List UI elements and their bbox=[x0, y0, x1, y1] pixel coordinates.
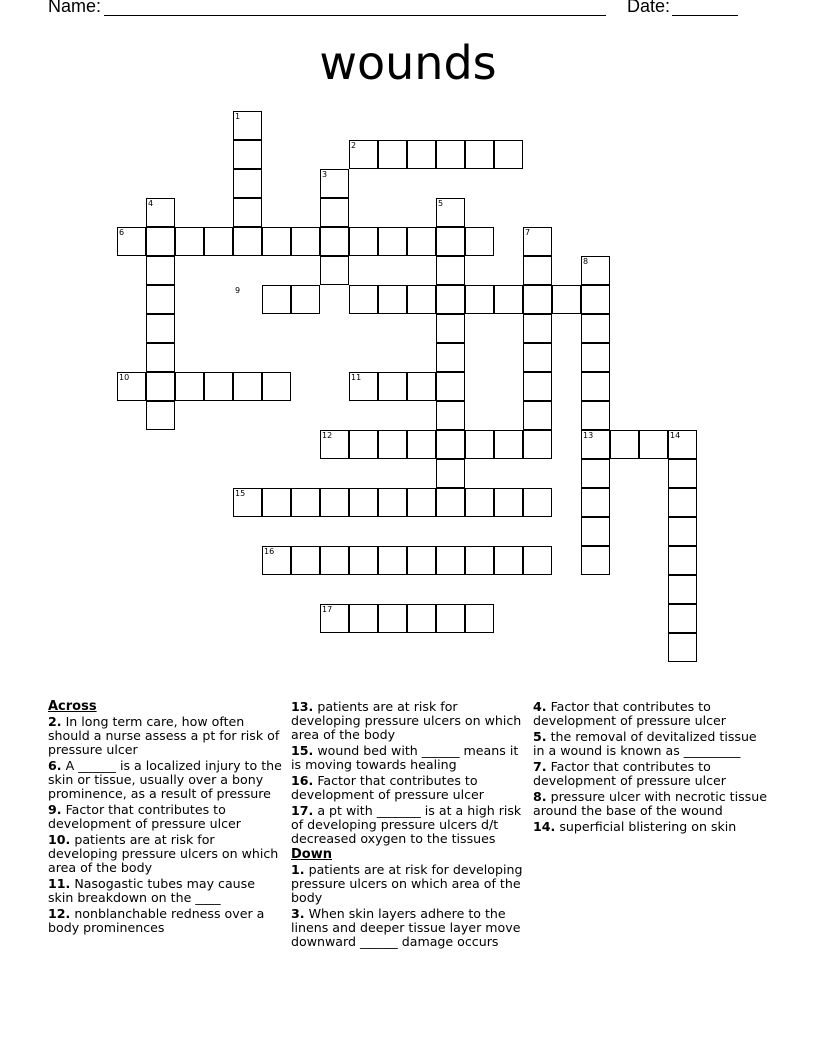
grid-cell[interactable] bbox=[523, 343, 552, 372]
grid-cell[interactable] bbox=[436, 343, 465, 372]
grid-cell[interactable] bbox=[233, 227, 262, 256]
grid-cell[interactable] bbox=[494, 285, 523, 314]
clue-down-8 bbox=[533, 790, 769, 818]
grid-cell[interactable] bbox=[668, 517, 697, 546]
grid-cell[interactable] bbox=[320, 198, 349, 227]
grid-cell[interactable] bbox=[523, 372, 552, 401]
cell-number: 12 bbox=[322, 431, 333, 440]
grid-cell[interactable] bbox=[320, 546, 349, 575]
grid-cell[interactable] bbox=[436, 459, 465, 488]
grid-cell[interactable] bbox=[378, 285, 407, 314]
clue-across-15 bbox=[291, 744, 527, 772]
grid-cell[interactable] bbox=[581, 517, 610, 546]
grid-cell[interactable] bbox=[465, 430, 494, 459]
cell-number: 11 bbox=[351, 373, 362, 382]
grid-cell[interactable] bbox=[668, 459, 697, 488]
grid-cell[interactable] bbox=[146, 372, 175, 401]
cell-number: 7 bbox=[525, 228, 531, 237]
grid-cell[interactable] bbox=[146, 343, 175, 372]
grid-cell[interactable] bbox=[436, 256, 465, 285]
grid-cell[interactable] bbox=[204, 372, 233, 401]
grid-cell[interactable] bbox=[233, 140, 262, 169]
cell-number: 6 bbox=[119, 228, 125, 237]
grid-cell[interactable] bbox=[291, 227, 320, 256]
grid-cell[interactable] bbox=[349, 488, 378, 517]
grid-cell[interactable] bbox=[436, 140, 465, 169]
grid-cell[interactable] bbox=[233, 372, 262, 401]
grid-cell[interactable] bbox=[407, 372, 436, 401]
grid-cell[interactable] bbox=[378, 430, 407, 459]
clue-number: 14. bbox=[533, 819, 556, 834]
grid-cell[interactable] bbox=[436, 314, 465, 343]
clue-number: 4. bbox=[533, 699, 547, 714]
grid-cell[interactable] bbox=[407, 604, 436, 633]
grid-cell[interactable] bbox=[291, 488, 320, 517]
cell-number: 14 bbox=[670, 431, 681, 440]
clue-text: Factor that contributes to development of pressure ulcer bbox=[291, 773, 484, 802]
clue-text: Factor that contributes to development of pressure ulcer bbox=[533, 759, 726, 788]
cell-number: 9 bbox=[235, 286, 241, 295]
grid-cell[interactable] bbox=[552, 285, 581, 314]
cell-number: 5 bbox=[438, 199, 444, 208]
grid-cell[interactable] bbox=[494, 140, 523, 169]
grid-cell[interactable] bbox=[146, 256, 175, 285]
grid-cell[interactable] bbox=[436, 372, 465, 401]
grid-cell[interactable] bbox=[407, 488, 436, 517]
clue-text: superficial blistering on skin bbox=[559, 819, 737, 834]
clue-text: patients are at risk for developing pressure ulcers on which area of the body bbox=[291, 862, 523, 905]
grid-cell[interactable] bbox=[262, 488, 291, 517]
clue-number: 3. bbox=[291, 906, 305, 921]
cell-number: 13 bbox=[583, 431, 594, 440]
grid-cell[interactable] bbox=[146, 285, 175, 314]
grid-cell[interactable] bbox=[349, 430, 378, 459]
grid-cell[interactable] bbox=[581, 459, 610, 488]
clue-number: 10. bbox=[48, 832, 71, 847]
clue-across-17 bbox=[291, 804, 527, 846]
clue-number: 9. bbox=[48, 802, 62, 817]
grid-cell[interactable] bbox=[436, 285, 465, 314]
grid-cell[interactable] bbox=[668, 488, 697, 517]
grid-cell[interactable] bbox=[349, 285, 378, 314]
grid-cell[interactable] bbox=[233, 169, 262, 198]
grid-cell[interactable] bbox=[320, 488, 349, 517]
grid-cell[interactable] bbox=[581, 372, 610, 401]
clue-across-6 bbox=[48, 759, 284, 801]
cell-number: 16 bbox=[264, 547, 275, 556]
grid-cell[interactable] bbox=[407, 285, 436, 314]
clue-number: 5. bbox=[533, 729, 547, 744]
grid-cell[interactable] bbox=[523, 401, 552, 430]
grid-cell[interactable] bbox=[668, 633, 697, 662]
clue-text: wound bed with ______ means it is moving towards healing bbox=[291, 743, 519, 772]
clue-text: When skin layers adhere to the linens and deeper tissue layer move downward ______ damage occurs bbox=[291, 906, 521, 949]
cell-number: 8 bbox=[583, 257, 589, 266]
cell-number: 4 bbox=[148, 199, 154, 208]
clue-text: A ______ is a localized injury to the skin or tissue, usually over a bony prominence, as a result of pressure bbox=[48, 758, 282, 801]
clue-across-2 bbox=[48, 715, 284, 757]
clues-column-3 bbox=[533, 700, 769, 836]
grid-cell[interactable] bbox=[494, 430, 523, 459]
grid-cell[interactable] bbox=[407, 430, 436, 459]
clue-down-14 bbox=[533, 820, 769, 834]
grid-cell[interactable] bbox=[494, 546, 523, 575]
grid-cell[interactable] bbox=[233, 198, 262, 227]
cell-number: 15 bbox=[235, 489, 246, 498]
clue-number: 2. bbox=[48, 714, 62, 729]
grid-cell[interactable] bbox=[668, 575, 697, 604]
cell-number: 10 bbox=[119, 373, 130, 382]
grid-cell[interactable] bbox=[523, 314, 552, 343]
grid-cell[interactable] bbox=[146, 227, 175, 256]
cell-number: 3 bbox=[322, 170, 328, 179]
clue-number: 15. bbox=[291, 743, 314, 758]
name-label: Name: bbox=[48, 0, 102, 16]
grid-cell[interactable] bbox=[523, 256, 552, 285]
grid-cell[interactable] bbox=[291, 285, 320, 314]
clue-across-13 bbox=[291, 700, 527, 742]
grid-cell[interactable] bbox=[349, 546, 378, 575]
grid-cell[interactable] bbox=[523, 488, 552, 517]
clue-text: patients are at risk for developing pressure ulcers on which area of the body bbox=[48, 832, 279, 875]
across-heading: Across bbox=[48, 699, 97, 714]
clue-across-12 bbox=[48, 907, 284, 935]
clue-number: 6. bbox=[48, 758, 62, 773]
clue-across-16 bbox=[291, 774, 527, 802]
grid-cell[interactable] bbox=[465, 285, 494, 314]
grid-cell[interactable] bbox=[610, 430, 639, 459]
clue-number: 13. bbox=[291, 699, 314, 714]
grid-cell[interactable] bbox=[378, 372, 407, 401]
grid-cell[interactable] bbox=[436, 401, 465, 430]
grid-cell[interactable] bbox=[581, 343, 610, 372]
grid-cell[interactable] bbox=[465, 488, 494, 517]
grid-cell[interactable] bbox=[465, 604, 494, 633]
grid-cell[interactable] bbox=[320, 256, 349, 285]
clue-across-11 bbox=[48, 877, 284, 905]
clue-number: 8. bbox=[533, 789, 547, 804]
cell-number: 17 bbox=[322, 605, 333, 614]
grid-cell[interactable] bbox=[581, 401, 610, 430]
clue-text: Factor that contributes to development of pressure ulcer bbox=[533, 699, 726, 728]
clue-down-1 bbox=[291, 863, 527, 905]
grid-cell[interactable] bbox=[581, 546, 610, 575]
grid-cell[interactable] bbox=[320, 227, 349, 256]
clue-number: 12. bbox=[48, 906, 71, 921]
clue-number: 7. bbox=[533, 759, 547, 774]
grid-cell[interactable] bbox=[378, 604, 407, 633]
grid-cell[interactable] bbox=[262, 372, 291, 401]
grid-cell[interactable] bbox=[581, 488, 610, 517]
cell-number: 2 bbox=[351, 141, 357, 150]
date-label: Date: bbox=[627, 0, 671, 16]
clue-down-7 bbox=[533, 760, 769, 788]
grid-cell[interactable] bbox=[465, 140, 494, 169]
grid-cell[interactable] bbox=[262, 227, 291, 256]
grid-cell[interactable] bbox=[465, 546, 494, 575]
grid-cell[interactable] bbox=[436, 227, 465, 256]
clue-text: In long term care, how often should a nurse assess a pt for risk of pressure ulcer bbox=[48, 714, 280, 757]
grid-cell[interactable] bbox=[436, 546, 465, 575]
grid-cell[interactable] bbox=[581, 285, 610, 314]
grid-cell[interactable] bbox=[407, 140, 436, 169]
grid-cell[interactable] bbox=[523, 430, 552, 459]
clue-text: the removal of devitalized tissue in a wound is known as _________ bbox=[533, 729, 757, 758]
grid-cell[interactable] bbox=[581, 314, 610, 343]
grid-cell[interactable] bbox=[407, 546, 436, 575]
clue-text: pressure ulcer with necrotic tissue around the base of the wound bbox=[533, 789, 767, 818]
clue-down-5 bbox=[533, 730, 769, 758]
grid-cell[interactable] bbox=[349, 604, 378, 633]
grid-cell[interactable] bbox=[436, 488, 465, 517]
clues-column-2 bbox=[291, 700, 527, 951]
grid-cell[interactable] bbox=[146, 314, 175, 343]
grid-cell[interactable] bbox=[523, 546, 552, 575]
grid-cell[interactable] bbox=[262, 285, 291, 314]
grid-cell[interactable] bbox=[465, 227, 494, 256]
clue-across-9 bbox=[48, 803, 284, 831]
grid-cell[interactable] bbox=[378, 140, 407, 169]
grid-cell[interactable] bbox=[291, 546, 320, 575]
grid-cell[interactable] bbox=[175, 372, 204, 401]
grid-cell[interactable] bbox=[639, 430, 668, 459]
clue-number: 17. bbox=[291, 803, 314, 818]
clue-text: a pt with _______ is at a high risk of developing pressure ulcers d/t decreased oxygen to the tissues bbox=[291, 803, 522, 846]
clue-number: 11. bbox=[48, 876, 71, 891]
clue-number: 1. bbox=[291, 862, 305, 877]
grid-cell[interactable] bbox=[436, 430, 465, 459]
clues-section bbox=[48, 700, 778, 1000]
grid-cell[interactable] bbox=[378, 227, 407, 256]
grid-cell[interactable] bbox=[378, 488, 407, 517]
clue-text: Nasogastic tubes may cause skin breakdown on the ____ bbox=[48, 876, 255, 905]
clues-column-1 bbox=[48, 700, 284, 937]
grid-cell[interactable] bbox=[668, 604, 697, 633]
grid-cell[interactable] bbox=[349, 227, 378, 256]
clue-down-3 bbox=[291, 907, 527, 949]
clue-text: Factor that contributes to development of pressure ulcer bbox=[48, 802, 241, 831]
page-title: wounds bbox=[319, 36, 497, 90]
grid-cell[interactable] bbox=[523, 285, 552, 314]
grid-cell[interactable] bbox=[407, 227, 436, 256]
clue-number: 16. bbox=[291, 773, 314, 788]
down-heading: Down bbox=[291, 847, 332, 862]
grid-cell[interactable] bbox=[175, 227, 204, 256]
grid-cell[interactable] bbox=[668, 546, 697, 575]
clue-text: patients are at risk for developing pressure ulcers on which area of the body bbox=[291, 699, 522, 742]
grid-cell[interactable] bbox=[494, 488, 523, 517]
grid-cell[interactable] bbox=[436, 604, 465, 633]
cell-number: 1 bbox=[235, 112, 241, 121]
clue-across-10 bbox=[48, 833, 284, 875]
clue-down-4 bbox=[533, 700, 769, 728]
grid-cell[interactable] bbox=[204, 227, 233, 256]
grid-cell[interactable] bbox=[146, 401, 175, 430]
grid-cell[interactable] bbox=[378, 546, 407, 575]
clue-text: nonblanchable redness over a body prominences bbox=[48, 906, 265, 935]
